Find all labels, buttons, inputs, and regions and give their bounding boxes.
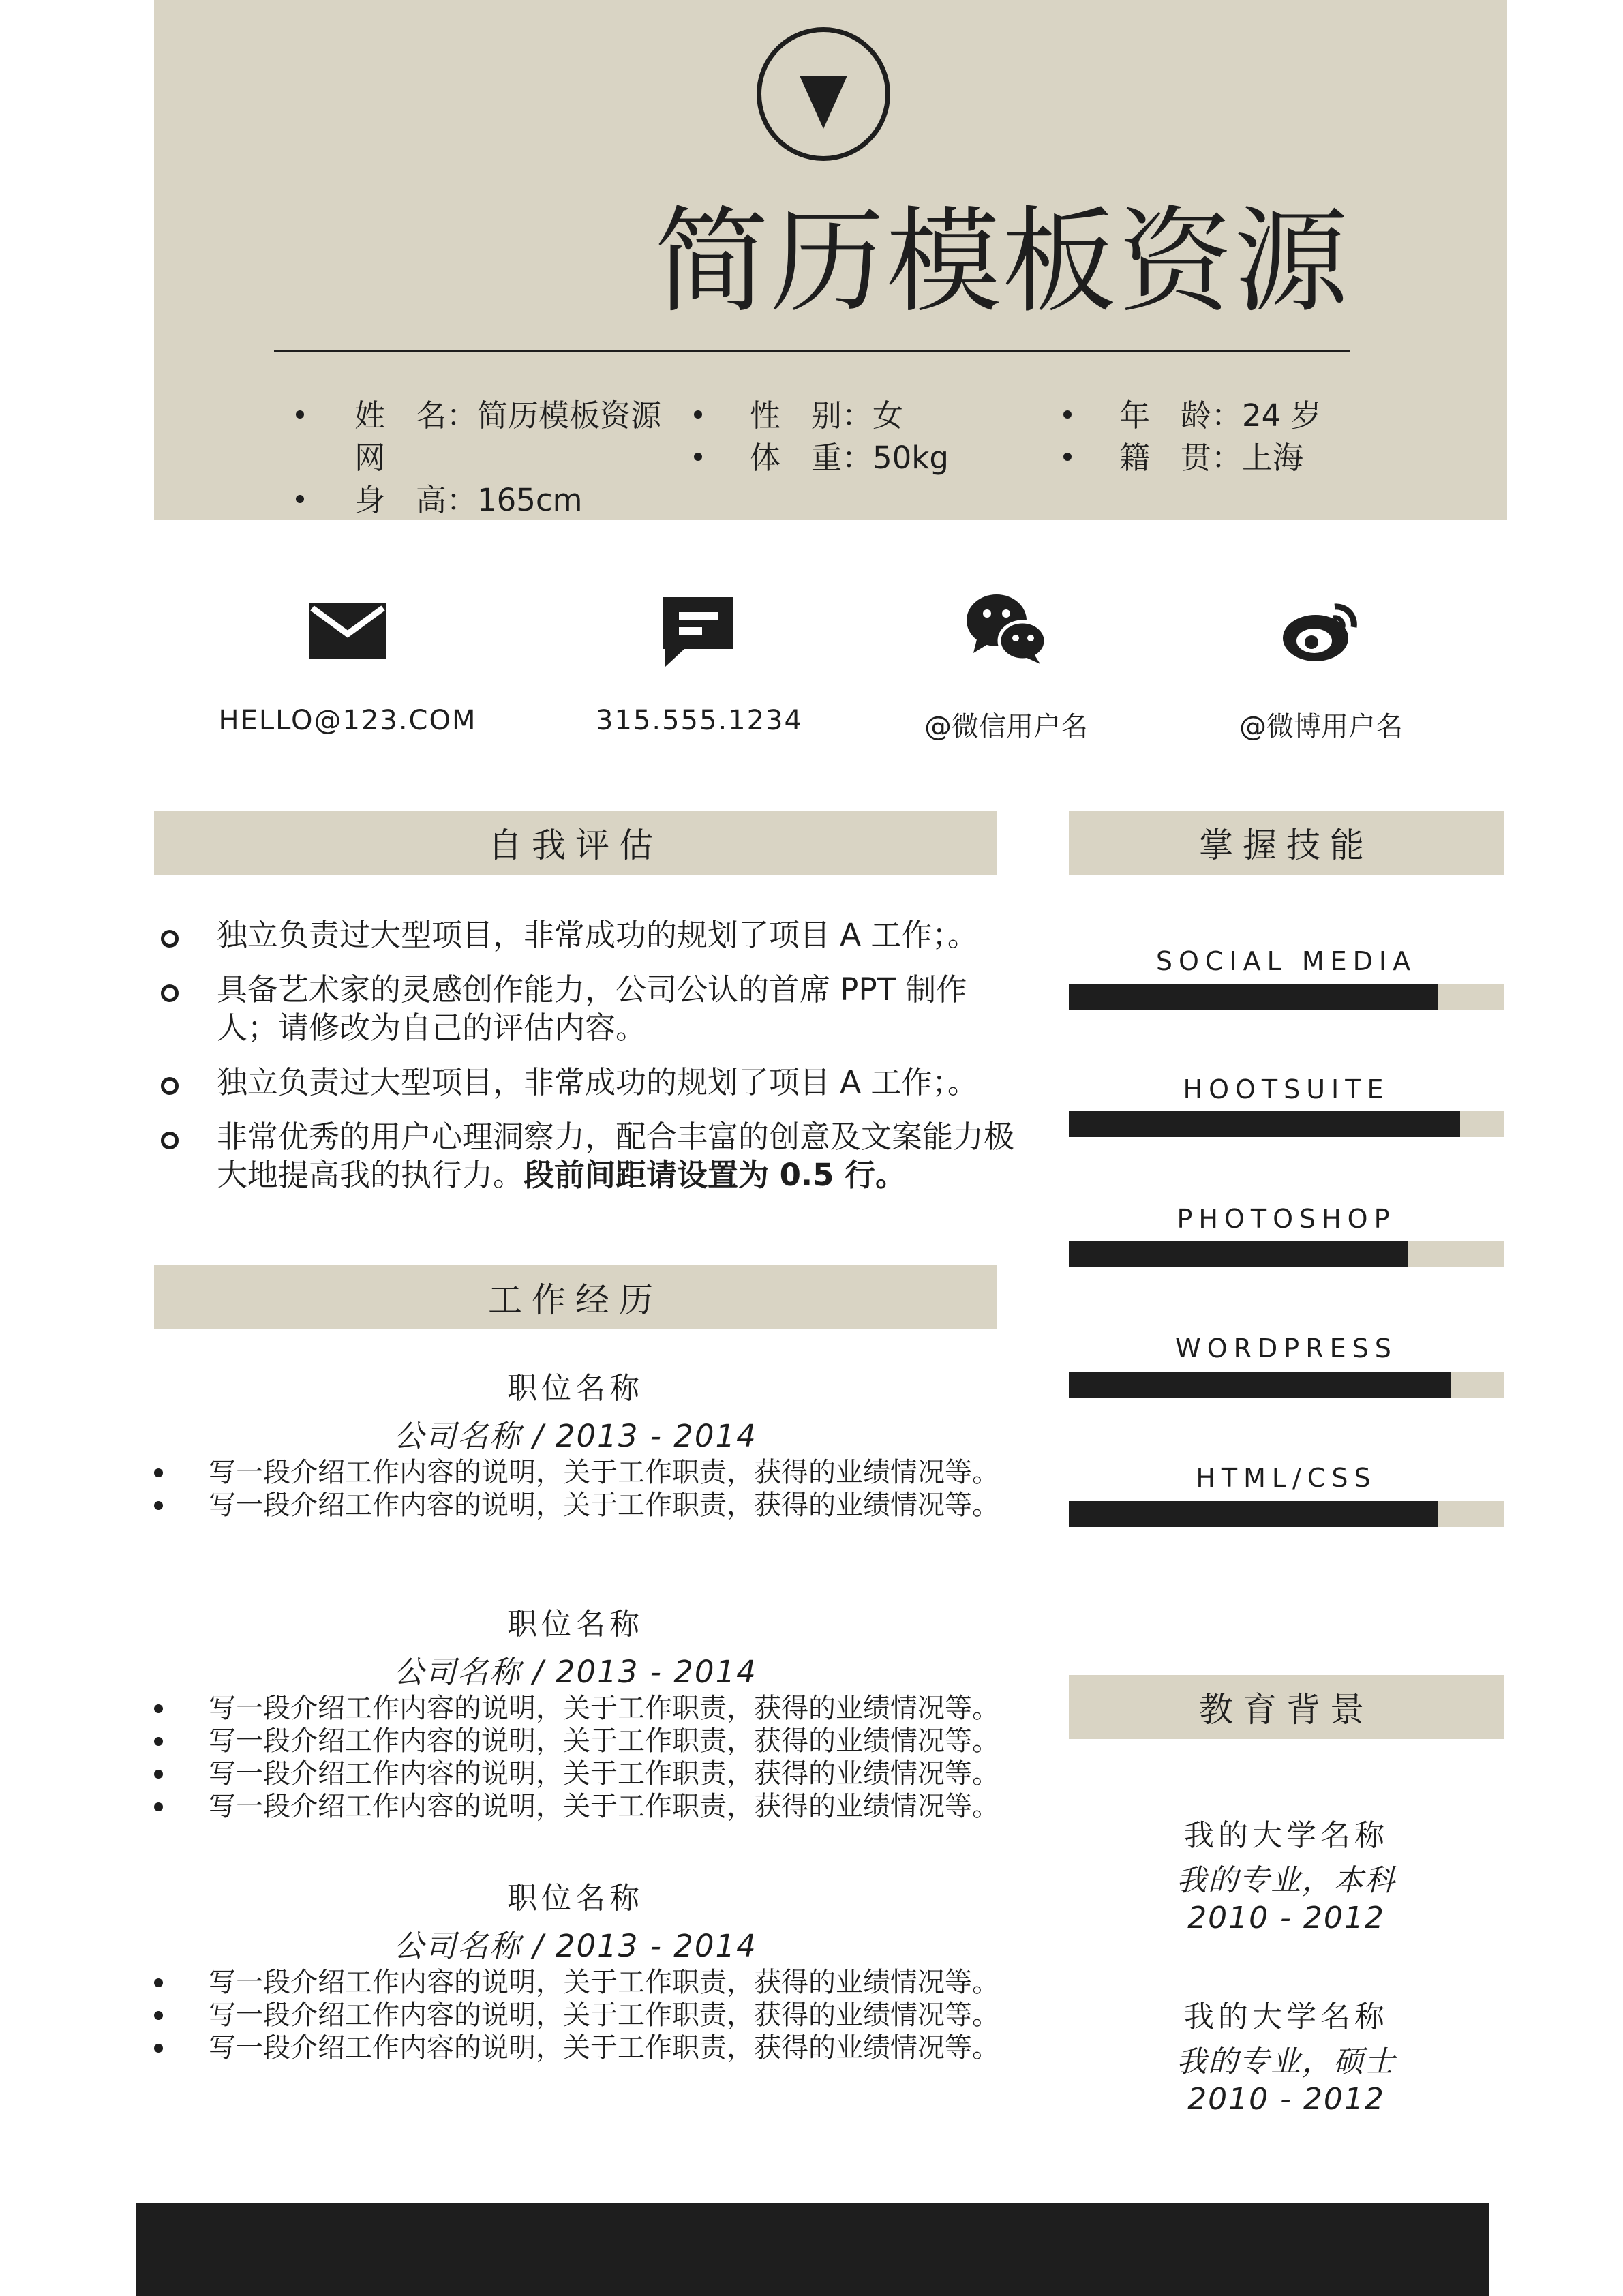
logo-down-arrow-icon	[757, 27, 890, 161]
contact-email[interactable]: HELLO@123.COM	[218, 705, 477, 736]
edu-major: 我的专业，硕士	[1177, 2044, 1396, 2079]
edu-years: 2010 - 2012	[1187, 1901, 1385, 1935]
wechat-icon	[965, 592, 1047, 667]
skill-bar-fill	[1069, 1372, 1451, 1398]
job-title: 职位名称	[507, 1881, 643, 1916]
skill-bar	[1069, 1372, 1504, 1398]
job-title: 职位名称	[507, 1371, 643, 1406]
ring-bullet-icon	[161, 984, 179, 1002]
edu-school: 我的大学名称	[1184, 1818, 1389, 1853]
ring-bullet-icon	[161, 930, 179, 948]
page-title: 简历模板资源	[654, 195, 1350, 329]
contact-phone[interactable]: 315.555.1234	[596, 705, 803, 736]
contact-weibo[interactable]: @微博用户名	[1239, 711, 1403, 742]
title-divider	[274, 350, 1350, 352]
bullet-icon	[1063, 453, 1072, 461]
eval-item: 独立负责过大型项目，非常成功的规划了项目 A 工作；。	[217, 1064, 978, 1100]
skill-bar	[1069, 984, 1504, 1010]
job-company: 公司名称 / 2013 - 2014	[393, 1928, 757, 1964]
skill-bar	[1069, 1501, 1504, 1527]
ring-bullet-icon	[161, 1132, 179, 1149]
skill-bar-fill	[1069, 1111, 1460, 1137]
eval-item: 独立负责过大型项目，非常成功的规划了项目 A 工作；。	[217, 917, 978, 953]
job-company: 公司名称 / 2013 - 2014	[393, 1654, 757, 1690]
skill-bar	[1069, 1111, 1504, 1137]
section-head-skills: 掌握技能	[1069, 811, 1504, 875]
eval-item: 非常优秀的用户心理洞察力，配合丰富的创意及文案能力极 大地提高我的执行力。段前间距请设置为 0.5 行。	[217, 1119, 1015, 1193]
skill-name: PHOTOSHOP	[1177, 1204, 1396, 1234]
job-company: 公司名称 / 2013 - 2014	[393, 1418, 757, 1454]
edu-school: 我的大学名称	[1184, 1999, 1389, 2034]
section-head-self-eval: 自我评估	[154, 811, 997, 875]
bullet-icon	[694, 410, 702, 419]
edu-years: 2010 - 2012	[1187, 2082, 1385, 2117]
bullet-icon	[296, 495, 304, 503]
section-head-education: 教育背景	[1069, 1675, 1504, 1739]
bullet-icon	[694, 453, 702, 461]
job-title: 职位名称	[507, 1607, 643, 1642]
bullet-icon	[1063, 410, 1072, 419]
skill-name: HTML/CSS	[1196, 1463, 1377, 1493]
chat-icon	[660, 594, 742, 669]
skill-bar	[1069, 1241, 1504, 1267]
edu-major: 我的专业，本科	[1177, 1863, 1396, 1898]
eval-item: 具备艺术家的灵感创作能力，公司公认的首席 PPT 制作 人；请修改为自己的评估内容。	[217, 971, 967, 1046]
section-head-work: 工作经历	[154, 1265, 997, 1329]
skill-bar-fill	[1069, 1501, 1438, 1527]
mail-icon	[307, 600, 389, 675]
skill-name: HOOTSUITE	[1183, 1074, 1390, 1104]
contact-wechat[interactable]: @微信用户名	[924, 711, 1088, 742]
skill-bar-fill	[1069, 984, 1438, 1010]
footer-band	[136, 2203, 1489, 2296]
skill-name: SOCIAL MEDIA	[1155, 946, 1417, 976]
skill-bar-fill	[1069, 1241, 1408, 1267]
bullet-icon	[296, 410, 304, 419]
ring-bullet-icon	[161, 1077, 179, 1095]
skill-name: WORDPRESS	[1175, 1333, 1397, 1363]
weibo-icon	[1280, 597, 1362, 672]
